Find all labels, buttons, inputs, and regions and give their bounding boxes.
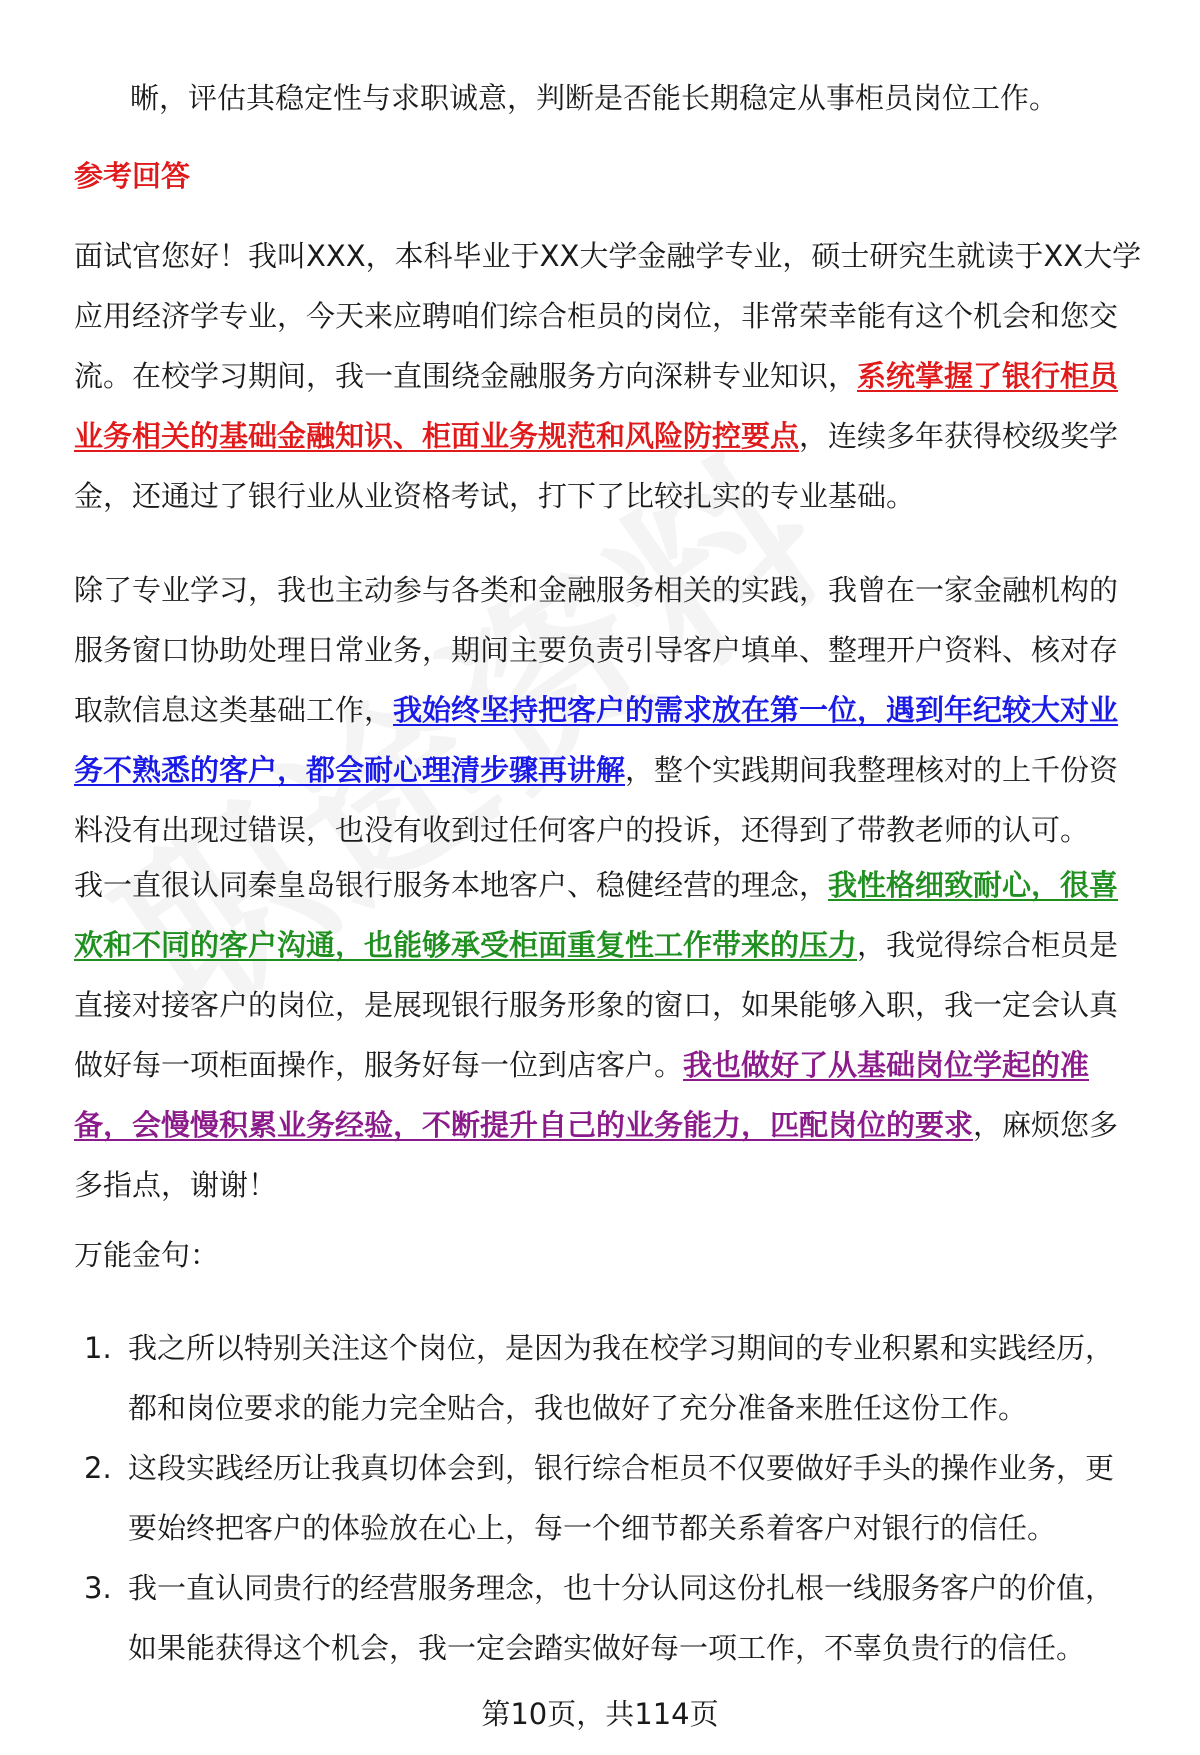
golden-lead: 万能金句： xyxy=(74,1238,220,1272)
list-number: 3. xyxy=(84,1571,112,1605)
list-number: 2. xyxy=(84,1451,112,1485)
paragraph-text: ，我觉得综合柜员是直接对接客户的岗位，是展现银行服务形象的窗口，如果能够入职，我一定会认真做好每一项柜面操作，服务好每一位到店客户。 xyxy=(74,928,1119,1082)
golden-list xyxy=(80,1318,1140,1678)
continuation-text: 晰，评估其稳定性与求职诚意，判断是否能长期稳定从事柜员岗位工作。 xyxy=(130,81,1059,115)
paragraph-3 xyxy=(74,855,1144,1215)
page-footer: 第10页，共114页 xyxy=(481,1697,719,1731)
highlight-purple: 我也做好了从基础岗位学起的准备，会慢慢积累业务经验，不断提升自己的业务能力，匹配岗位的要求 xyxy=(74,1048,1090,1142)
paragraph-2 xyxy=(74,560,1144,860)
paragraph-text: ，整个实践期间我整理核对的上千份资料没有出现过错误，也没有收到过任何客户的投诉，还得到了带教老师的认可。 xyxy=(74,753,1119,847)
paragraph-text: ，麻烦您多多指点，谢谢！ xyxy=(74,1108,1119,1202)
highlight-blue: 我始终坚持把客户的需求放在第一位，遇到年纪较大对业务不熟悉的客户，都会耐心理清步骤再讲解 xyxy=(74,693,1119,787)
list-text: 我之所以特别关注这个岗位，是因为我在校学习期间的专业积累和实践经历，都和岗位要求的能力完全贴合，我也做好了充分准备来胜任这份工作。 xyxy=(128,1331,1115,1425)
paragraph-text: ，连续多年获得校级奖学金，还通过了银行业从业资格考试，打下了比较扎实的专业基础。 xyxy=(74,419,1119,513)
paragraph-text: 面试官您好！我叫XXX，本科毕业于XX大学金融学专业，硕士研究生就读于XX大学应用经济学专业，今天来应聘咱们综合柜员的岗位，非常荣幸能有这个机会和您交流。在校学习期间，我一直围绕金融服务方向深耕专业知识， xyxy=(74,239,1142,393)
section-heading: 参考回答 xyxy=(74,159,191,193)
list-item xyxy=(80,1558,1140,1678)
paragraph-text: 我一直很认同秦皇岛银行服务本地客户、稳健经营的理念， xyxy=(74,868,829,902)
list-item xyxy=(80,1438,1140,1558)
highlight-green: 我性格细致耐心，很喜欢和不同的客户沟通，也能够承受柜面重复性工作带来的压力 xyxy=(74,868,1119,962)
highlight-red: 系统掌握了银行柜员业务相关的基础金融知识、柜面业务规范和风险防控要点 xyxy=(74,359,1119,453)
paragraph-text: 除了专业学习，我也主动参与各类和金融服务相关的实践，我曾在一家金融机构的服务窗口协助处理日常业务，期间主要负责引导客户填单、整理开户资料、核对存取款信息这类基础工作， xyxy=(74,573,1119,727)
list-text: 这段实践经历让我真切体会到，银行综合柜员不仅要做好手头的操作业务，更要始终把客户的体验放在心上，每一个细节都关系着客户对银行的信任。 xyxy=(128,1451,1115,1545)
list-number: 1. xyxy=(84,1331,112,1365)
list-item xyxy=(80,1318,1140,1438)
paragraph-1 xyxy=(74,226,1144,526)
list-text: 我一直认同贵行的经营服务理念，也十分认同这份扎根一线服务客户的价值，如果能获得这个机会，我一定会踏实做好每一项工作，不辜负贵行的信任。 xyxy=(128,1571,1115,1665)
